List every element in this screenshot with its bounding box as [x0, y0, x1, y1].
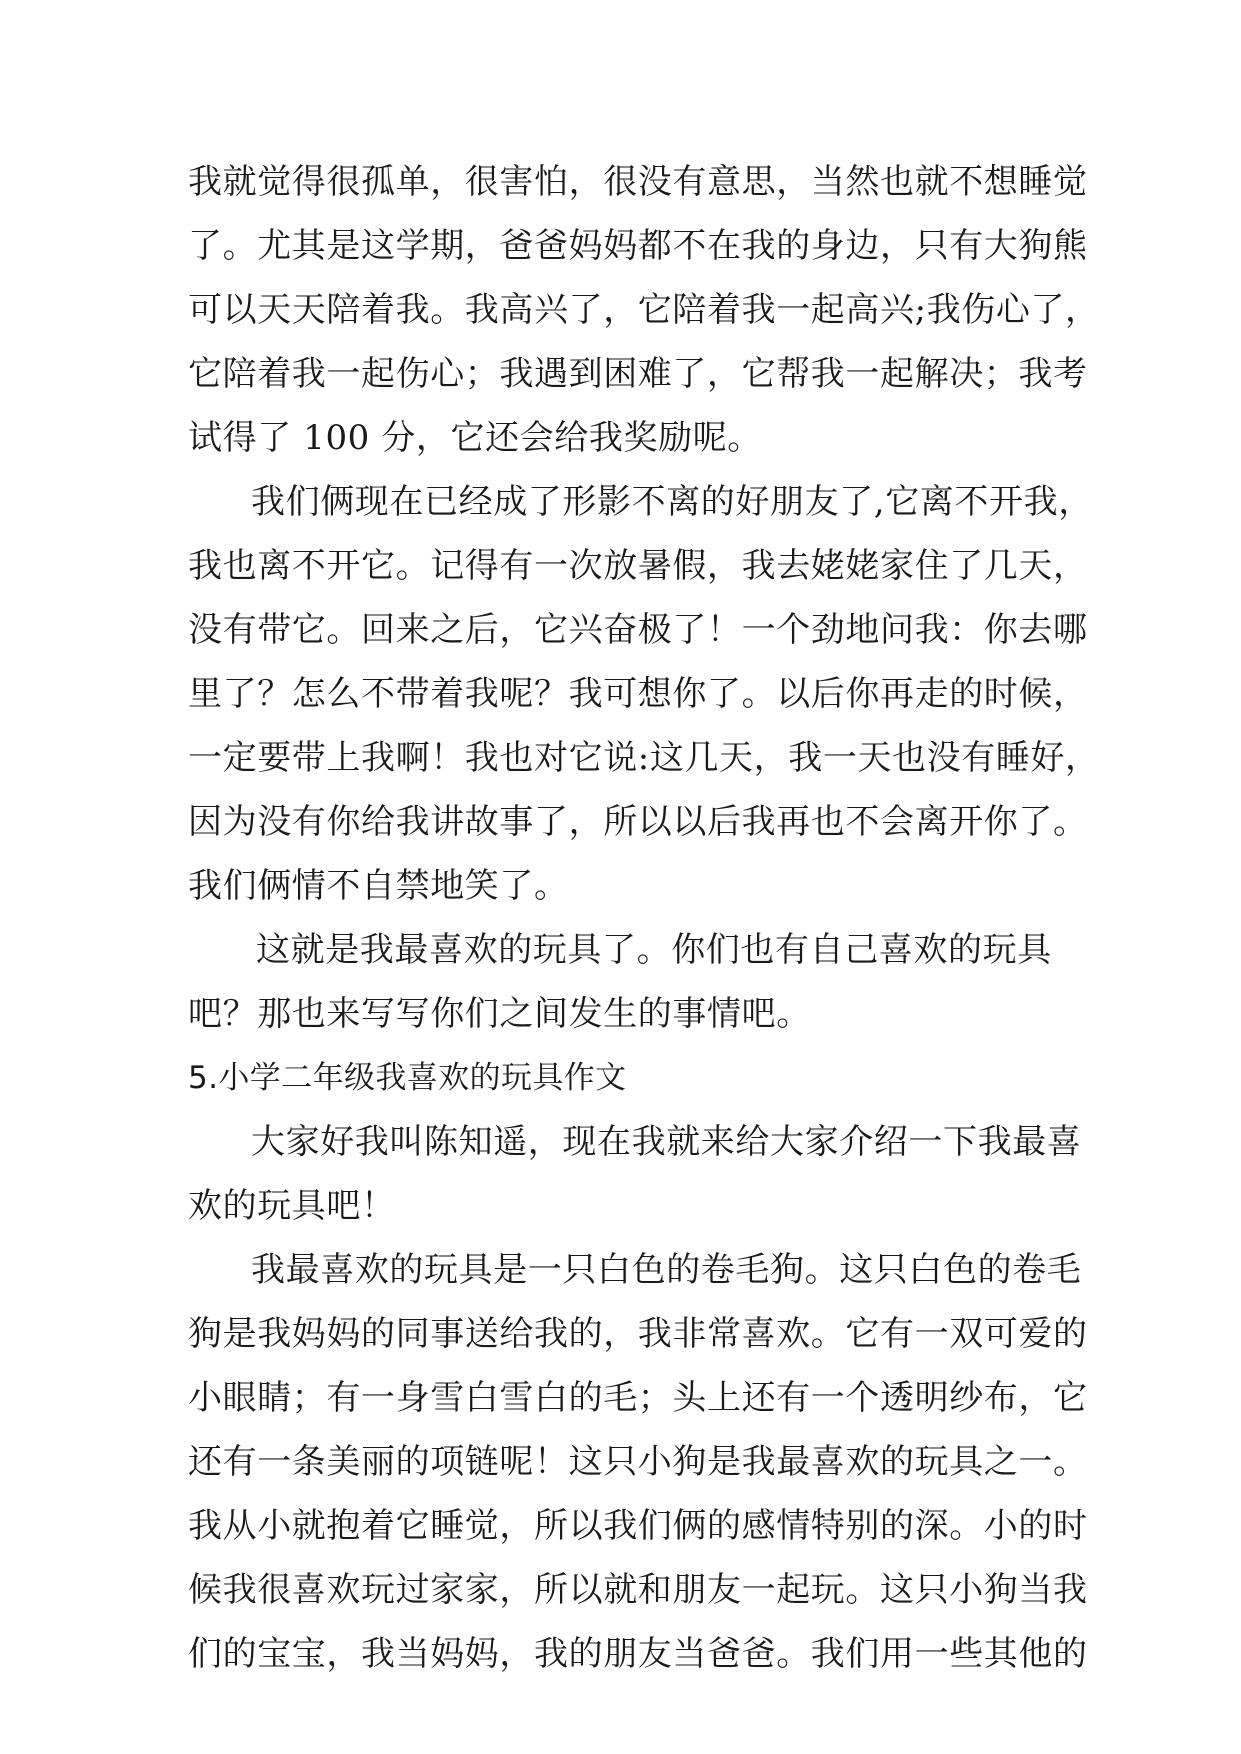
text-line: 我就觉得很孤单，很害怕，很没有意思，当然也就不想睡觉	[188, 162, 1088, 202]
text-line: 没有带它。回来之后，它兴奋极了！一个劲地问我：你去哪	[188, 610, 1088, 650]
text-line: 它陪着我一起伤心；我遇到困难了，它帮我一起解决；我考	[188, 354, 1088, 394]
text-line: 我也离不开它。记得有一次放暑假，我去姥姥家住了几天，	[188, 546, 1088, 586]
text-line: 小眼睛；有一身雪白雪白的毛；头上还有一个透明纱布，它	[188, 1378, 1088, 1418]
text-line: 因为没有你给我讲故事了，所以以后我再也不会离开你了。	[188, 802, 1088, 842]
paragraph-4	[188, 1110, 1082, 1238]
text-line: 吧？那也来写写你们之间发生的事情吧。	[188, 994, 811, 1034]
text-line: 我从小就抱着它睡觉，所以我们俩的感情特别的深。小的时	[188, 1506, 1088, 1546]
section-heading: 5.小学二年级我喜欢的玩具作文	[188, 1060, 627, 1096]
text-line: 我最喜欢的玩具是一只白色的卷毛狗。这只白色的卷毛	[251, 1250, 1082, 1290]
text-line: 一定要带上我啊！我也对它说:这几天，我一天也没有睡好，	[188, 738, 1100, 778]
text-line: 大家好我叫陈知遥，现在我就来给大家介绍一下我最喜	[251, 1122, 1082, 1162]
text-line: 狗是我妈妈的同事送给我的，我非常喜欢。它有一双可爱的	[188, 1314, 1088, 1354]
text-line: 欢的玩具吧！	[188, 1186, 396, 1226]
text-line: 们的宝宝，我当妈妈，我的朋友当爸爸。我们用一些其他的	[188, 1634, 1088, 1674]
text-line: 候我很喜欢玩过家家，所以就和朋友一起玩。这只小狗当我	[188, 1570, 1088, 1610]
text-line: 试得了 100 分，它还会给我奖励呢。	[188, 418, 762, 458]
document-body	[188, 150, 1100, 1686]
paragraph-2	[188, 470, 1100, 918]
text-line: 可以天天陪着我。我高兴了，它陪着我一起高兴;我伤心了，	[188, 290, 1100, 330]
text-line: 我们俩现在已经成了形影不离的好朋友了,它离不开我，	[251, 482, 1093, 522]
text-line: 里了？怎么不带着我呢？我可想你了。以后你再走的时候，	[188, 674, 1088, 714]
text-line: 还有一条美丽的项链呢！这只小狗是我最喜欢的玩具之一。	[188, 1442, 1088, 1482]
text-line: 我们俩情不自禁地笑了。	[188, 866, 569, 906]
paragraph-3	[188, 918, 1058, 1046]
text-line: 这就是我最喜欢的玩具了。你们也有自己喜欢的玩具	[256, 930, 1052, 970]
text-line: 了。尤其是这学期，爸爸妈妈都不在我的身边，只有大狗熊	[188, 226, 1088, 266]
paragraph-1	[188, 150, 1100, 470]
paragraph-5	[188, 1238, 1088, 1686]
